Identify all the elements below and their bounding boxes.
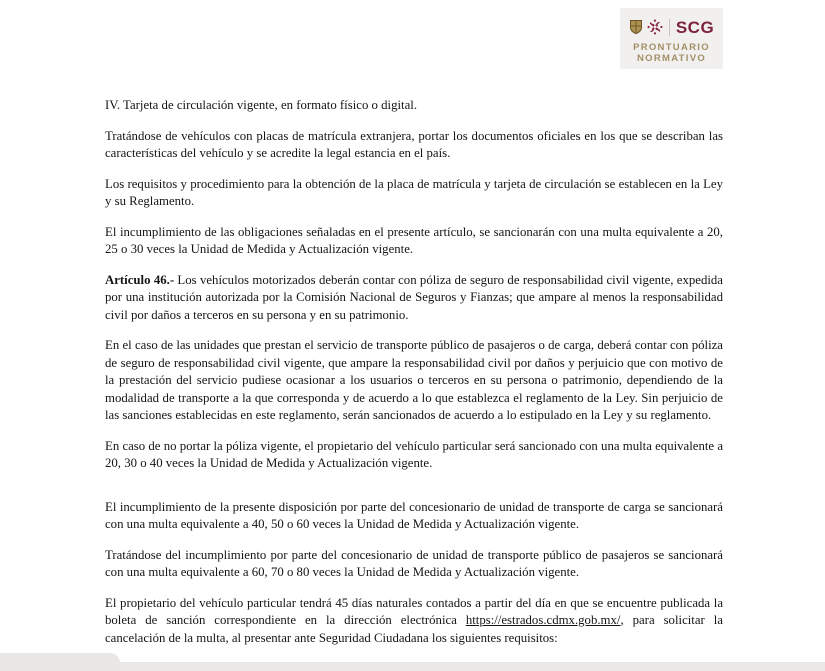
logo-divider bbox=[669, 19, 670, 36]
page-edge-shadow bbox=[0, 662, 825, 671]
paragraph-multa-20-25-30: El incumplimiento de las obligaciones señaladas en el presente artículo, se sancionarán con una multa equivalente a 20, 25 o 30 veces la Unidad de Medida y Actualización vigente. bbox=[105, 224, 723, 256]
logo-caption-line2: NORMATIVO bbox=[636, 53, 707, 64]
cancelacion-text-before-link: El propietario del vehículo particular tendrá 45 días naturales contados a partir del día en que se encuentre publicada la boleta de sanción correspondiente en la dirección electrónica bbox=[105, 595, 723, 627]
paragraph-multa-20-30-40: En caso de no portar la póliza vigente, el propietario del vehículo particular será sancionado con una multa equivalente a 20, 30 o 40 veces la Unidad de Medida y Actualización vigente. bbox=[105, 438, 723, 470]
logo-caption bbox=[633, 42, 710, 64]
org-abbreviation: SCG bbox=[675, 17, 715, 37]
crest-icon bbox=[629, 19, 643, 35]
paragraph-multa-carga-40-50-60: El incumplimiento de la presente disposición por parte del concesionario de unidad de transporte de carga se sancionará con una multa equivalente a 40, 50 o 60 veces la Unidad de Medida y Actualización vigente. bbox=[105, 499, 723, 531]
logo-caption-line1: PRONTUARIO bbox=[633, 42, 710, 53]
paragraph-placas-extranjeras: Tratándose de vehículos con placas de matrícula extranjera, portar los documentos oficiales en los que se describan las características del vehículo y se acredite la legal estancia en el país. bbox=[105, 128, 723, 160]
paragraph-cancelacion-multa bbox=[105, 595, 723, 648]
legal-article-number: Artículo 46.- bbox=[105, 272, 175, 287]
document-body bbox=[105, 97, 723, 660]
paragraph-articulo-46 bbox=[105, 272, 723, 325]
cdmx-pattern-icon bbox=[647, 19, 663, 35]
estrados-link[interactable]: https://estrados.cdmx.gob.mx/ bbox=[465, 613, 621, 627]
page-edge-corner-shadow bbox=[0, 653, 120, 671]
paragraph-fraccion-iv: IV. Tarjeta de circulación vigente, en formato físico o digital. bbox=[105, 98, 418, 112]
articulo-46-text: Los vehículos motorizados deberán contar con póliza de seguro de responsabilidad civil vigente, expedida por una institución autorizada por la Comisión Nacional de Seguros y Fianzas; que ampare al menos la responsabilidad civil por daños a terceros en su persona y en su patrimonio. bbox=[105, 272, 723, 322]
paragraph-transporte-publico-poliza: En el caso de las unidades que prestan el servicio de transporte público de pasajeros o de carga, deberá contar con póliza de seguro de responsabilidad civil vigente, que ampare la responsabilidad civil por daños y perjuicio que con motivo de la prestación del servicio pudiese ocasionar a los usuarios o terceros en su persona o patrimonio, dependiendo de la modalidad de transporte a la que corresponda y de acuerdo a lo que establezca el reglamento de la Ley. Sin perjuicio de las sanciones establecidas en este reglamento, serán sancionados de acuerdo a lo estipulado en la Ley y su reglamento. bbox=[105, 338, 723, 422]
paragraph-requisitos-placa: Los requisitos y procedimiento para la obtención de la placa de matrícula y tarjeta de circulación se establecen en la Ley y su Reglamento. bbox=[105, 176, 723, 208]
cancelacion-text-after-link: , para solicitar la cancelación de la multa, al presentar ante Seguridad Ciudadana los siguientes requisitos: bbox=[105, 613, 723, 645]
paragraph-multa-pasajeros-60-70-80: Tratándose del incumplimiento por parte del concesionario de unidad de transporte público de pasajeros se sancionará con una multa equivalente a 60, 70 o 80 veces la Unidad de Medida y Actualización vigente. bbox=[105, 547, 723, 579]
logo-row bbox=[629, 15, 714, 39]
logo-box bbox=[620, 8, 723, 69]
